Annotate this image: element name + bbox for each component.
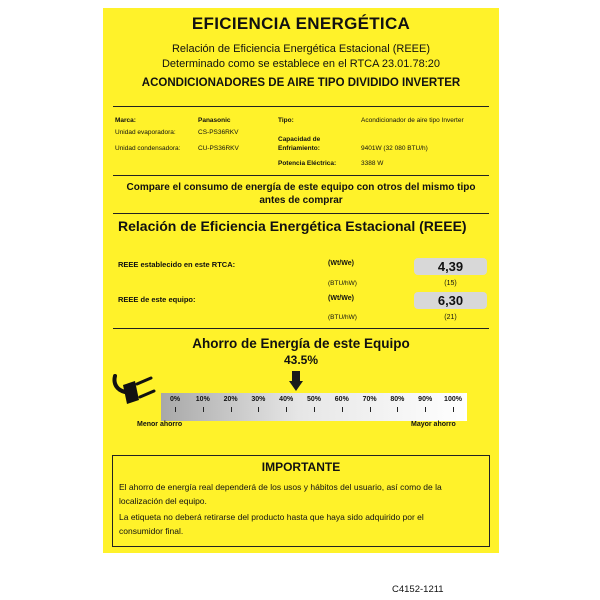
- reee-equipment-value-alt: (21): [444, 314, 457, 321]
- scale-tick-mark: [397, 407, 398, 412]
- product-heading: ACONDICIONADORES DE AIRE TIPO DIVIDIDO INVERTER: [141, 77, 461, 89]
- savings-title: Ahorro de Energía de este Equipo: [192, 336, 410, 351]
- type-label: Tipo:: [278, 117, 294, 124]
- scale-tick-label: 40%: [279, 396, 294, 403]
- scale-tick-label: 100%: [444, 396, 462, 403]
- scale-tick-mark: [453, 407, 454, 412]
- scale-tick-label: 30%: [251, 396, 266, 403]
- important-line-4: consumidor final.: [119, 526, 184, 536]
- scale-tick-mark: [258, 407, 259, 412]
- brand-value: Panasonic: [198, 117, 231, 124]
- reee-rtca-value: 4,39: [414, 258, 487, 275]
- important-title: IMPORTANTE: [261, 460, 341, 474]
- divider: [113, 106, 489, 107]
- brand-label: Marca:: [115, 117, 136, 124]
- capacity-label-2: Enfriamiento:: [278, 145, 320, 152]
- scale-tick-label: 50%: [306, 396, 322, 403]
- important-notice: [112, 455, 490, 547]
- reee-equipment-unit: (Wt/We): [328, 295, 354, 302]
- scale-tick-mark: [286, 407, 287, 412]
- reee-rtca-unit-alt: (BTU/hW): [328, 280, 357, 287]
- capacity-label-1: Capacidad de: [278, 136, 321, 143]
- capacity-value: 9401W (32 080 BTU/h): [361, 145, 428, 152]
- scale-tick-label: 90%: [418, 396, 433, 403]
- divider: [113, 328, 489, 329]
- scale-min-label: Menor ahorro: [137, 421, 183, 428]
- power-plug-icon: [111, 370, 157, 414]
- label-subtitle-2: Determinado como se establece en el RTCA 23.01.78:20: [161, 58, 441, 70]
- important-line-1: El ahorro de energía real dependerá de los usos y hábitos del usuario, así como de la: [119, 482, 442, 492]
- reee-equipment-unit-alt: (BTU/hW): [328, 314, 357, 321]
- scale-tick-mark: [342, 407, 343, 412]
- reee-equipment-value: 6,30: [414, 292, 487, 309]
- reee-rtca-unit: (Wt/We): [328, 260, 354, 267]
- label-subtitle-1: Relación de Eficiencia Energética Estacional (REEE): [171, 43, 431, 55]
- scale-tick-mark: [314, 407, 315, 412]
- label-code: C4152-1211: [392, 584, 444, 595]
- reee-section-title: Relación de Eficiencia Energética Estacional (REEE): [118, 218, 467, 234]
- important-line-3: La etiqueta no deberá retirarse del producto hasta que haya sido adquirido por el: [119, 512, 424, 522]
- scale-tick-mark: [203, 407, 204, 412]
- scale-max-label: Mayor ahorro: [411, 421, 456, 428]
- savings-pointer-icon: [289, 371, 303, 391]
- scale-tick-mark: [370, 407, 371, 412]
- compare-notice: Compare el consumo de energía de este equipo con otros del mismo tipo antes de comprar: [126, 182, 476, 206]
- savings-percent: 43.5%: [283, 353, 319, 367]
- reee-rtca-value-alt: (15): [444, 280, 457, 287]
- scale-tick-mark: [425, 407, 426, 412]
- important-line-2: localización del equipo.: [119, 496, 207, 506]
- scale-tick-label: 0%: [169, 396, 181, 403]
- scale-tick-label: 10%: [195, 396, 210, 403]
- scale-tick-label: 80%: [390, 396, 405, 403]
- energy-label: [103, 8, 499, 553]
- condenser-value: CU-PS36RKV: [198, 145, 239, 152]
- scale-tick-label: 70%: [362, 396, 377, 403]
- type-value: Acondicionador de aire tipo Inverter: [361, 117, 464, 124]
- condenser-label: Unidad condensadora:: [115, 145, 181, 152]
- scale-tick-mark: [231, 407, 232, 412]
- divider: [113, 213, 489, 214]
- scale-tick-label: 60%: [334, 396, 349, 403]
- power-label: Potencia Eléctrica:: [278, 160, 337, 167]
- evaporator-value: CS-PS36RKV: [198, 129, 239, 136]
- label-title: EFICIENCIA ENERGÉTICA: [191, 14, 411, 33]
- divider: [113, 175, 489, 176]
- power-value: 3388 W: [361, 160, 384, 167]
- evaporator-label: Unidad evaporadora:: [115, 129, 176, 136]
- reee-equipment-label: REEE de este equipo:: [118, 295, 196, 304]
- reee-rtca-label: REEE establecido en este RTCA:: [118, 260, 236, 269]
- scale-tick-label: 20%: [223, 396, 238, 403]
- scale-tick-mark: [175, 407, 176, 412]
- savings-scale-bar: [161, 393, 467, 421]
